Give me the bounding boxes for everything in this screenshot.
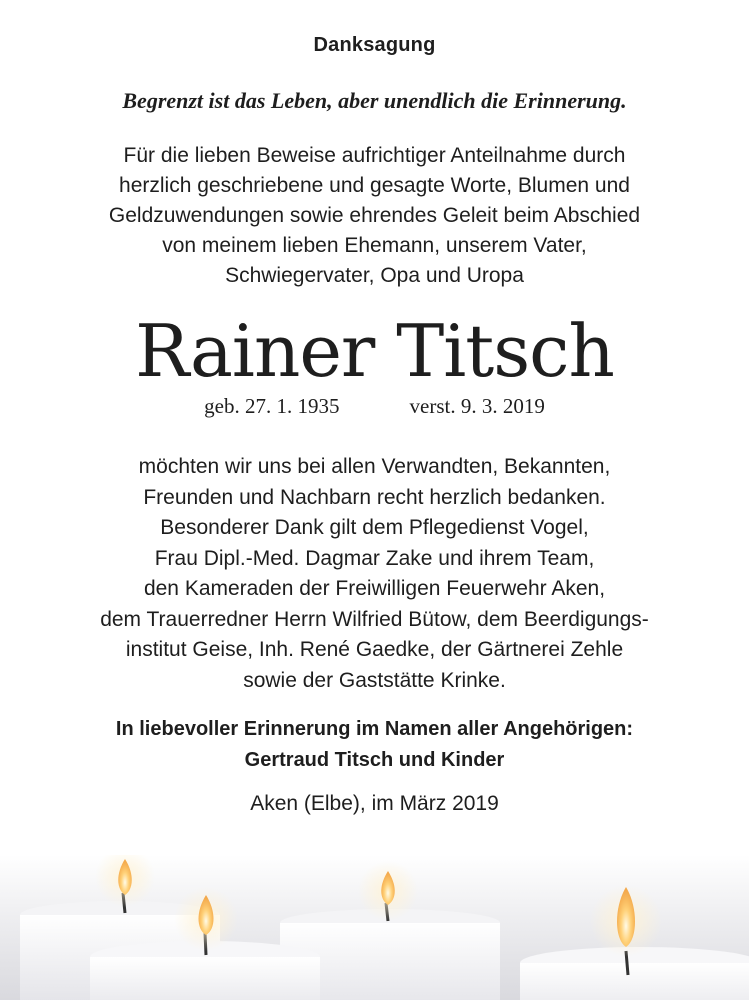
candles-image bbox=[0, 855, 749, 1000]
thanks-line: den Kameraden der Freiwilligen Feuerwehr Aken, bbox=[143, 577, 606, 600]
intro-line: Für die lieben Beweise aufrichtiger Anteilnahme durch bbox=[123, 144, 626, 167]
birth-date: geb. 27. 1. 1935 bbox=[204, 394, 340, 418]
thanks-line: Freunden und Nachbarn recht herzlich bedanken. bbox=[143, 485, 606, 509]
thanks-line: Besonderer Dank gilt dem Pflegedienst Vogel, bbox=[160, 516, 589, 539]
candles-illustration bbox=[0, 855, 749, 1000]
intro-line: von meinem lieben Ehemann, unserem Vater, bbox=[162, 234, 587, 257]
place-and-date: Aken (Elbe), im März 2019 bbox=[250, 792, 499, 815]
thanks-line: möchten wir uns bei allen Verwandten, Bekannten, bbox=[138, 455, 611, 478]
thanks-paragraph bbox=[0, 452, 749, 696]
intro-line: Geldzuwendungen sowie ehrendes Geleit beim Abschied bbox=[108, 204, 641, 227]
deceased-name: Rainer Titsch bbox=[135, 309, 614, 393]
intro-line: Schwiegervater, Opa und Uropa bbox=[225, 264, 524, 287]
death-date: verst. 9. 3. 2019 bbox=[409, 394, 545, 418]
thanks-line: Frau Dipl.-Med. Dagmar Zake und ihrem Team, bbox=[154, 546, 595, 570]
closing-line: In liebevoller Erinnerung im Namen aller Angehörigen: bbox=[115, 718, 634, 740]
intro-line: herzlich geschriebene und gesagte Worte, Blumen und bbox=[119, 174, 630, 197]
heading: Danksagung bbox=[313, 34, 436, 56]
thanks-line: sowie der Gaststätte Krinke. bbox=[243, 668, 506, 692]
closing-signature bbox=[0, 714, 749, 776]
intro-paragraph bbox=[0, 141, 749, 291]
signatories: Gertraud Titsch und Kinder bbox=[244, 749, 505, 771]
life-dates bbox=[0, 394, 749, 419]
candle-front-right bbox=[520, 885, 749, 1000]
motto: Begrenzt ist das Leben, aber unendlich die Erinnerung. bbox=[122, 88, 627, 113]
thanks-line: dem Trauerredner Herrn Wilfried Bütow, dem Beerdigungs- bbox=[100, 607, 649, 631]
thanks-line: institut Geise, Inh. René Gaedke, der Gärtnerei Zehle bbox=[125, 638, 624, 661]
